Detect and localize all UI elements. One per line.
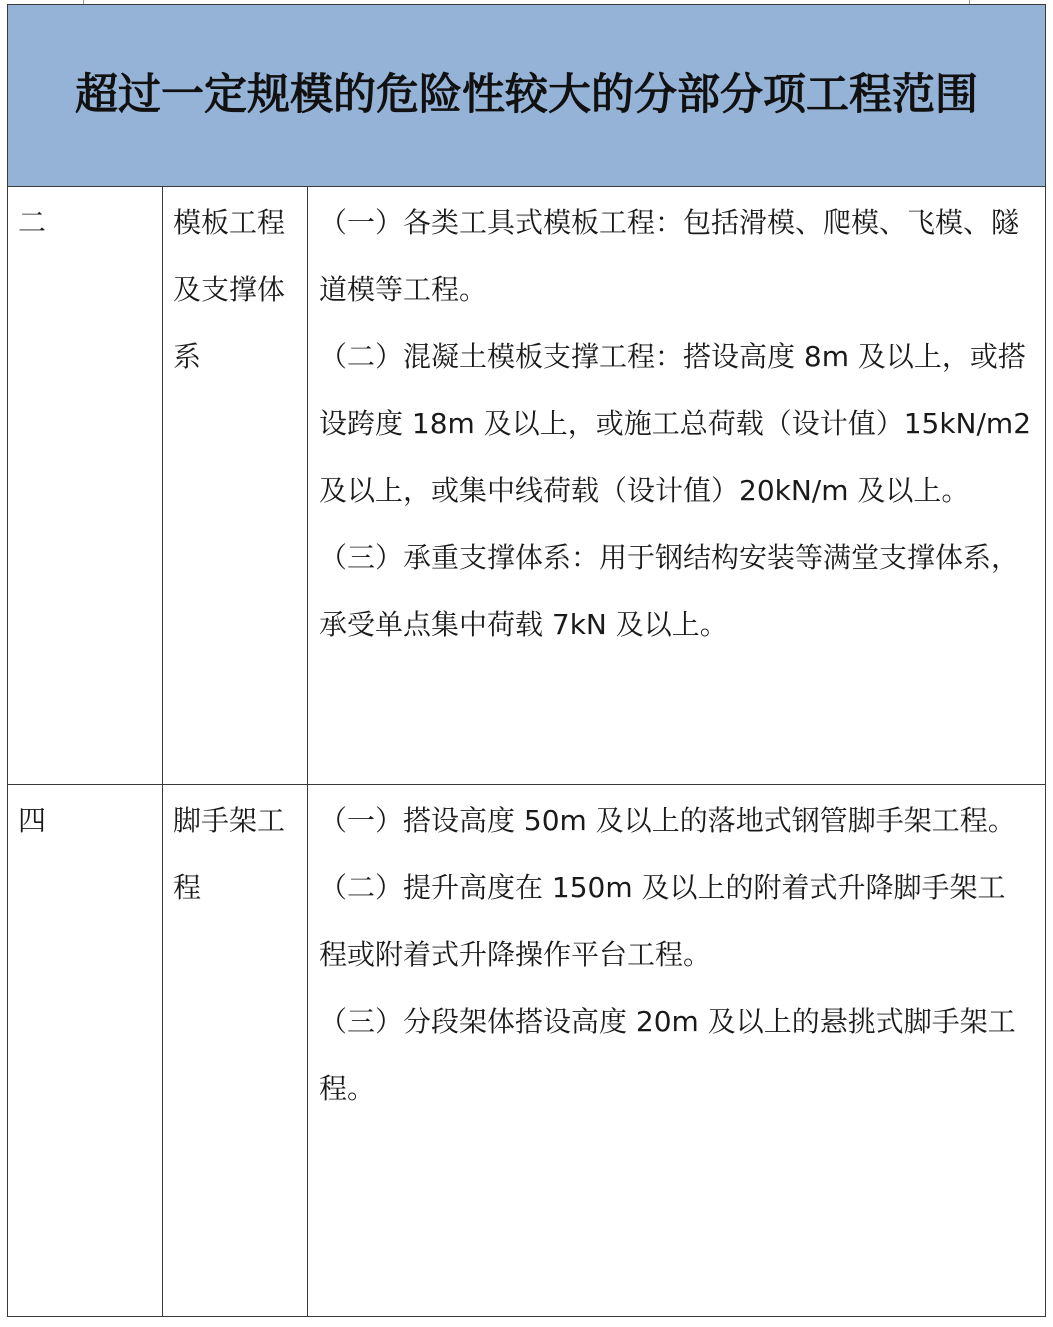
- row-number: 二: [18, 206, 47, 239]
- scope-item: （一）搭设高度 50m 及以上的落地式钢管脚手架工程。: [319, 804, 1016, 837]
- row-content-cell: [308, 785, 1046, 1317]
- table-row: [8, 785, 1046, 1317]
- scope-item: （二）提升高度在 150m 及以上的附着式升降脚手架工程或附着式升降操作平台工程。: [319, 871, 1006, 971]
- scope-item: （一）各类工具式模板工程：包括滑模、爬模、飞模、隧道模等工程。: [319, 206, 1020, 306]
- row-category: 脚手架工程: [173, 804, 286, 904]
- row-category-cell: [163, 785, 308, 1317]
- row-number-cell: [8, 187, 163, 785]
- header-cell: [8, 5, 1046, 187]
- scope-item: （三）分段架体搭设高度 20m 及以上的悬挑式脚手架工程。: [319, 1005, 1016, 1105]
- row-category-cell: [163, 187, 308, 785]
- row-content-cell: [308, 187, 1046, 785]
- scope-table: [7, 4, 1046, 1317]
- scope-item: （二）混凝土模板支撑工程：搭设高度 8m 及以上，或搭设跨度 18m 及以上，或施工总荷载（设计值）15kN/m2 及以上，或集中线荷载（设计值）20kN/m 及以上。: [319, 340, 1032, 507]
- row-category: 模板工程及支撑体系: [173, 206, 286, 373]
- row-number: 四: [18, 804, 47, 837]
- table-row: [8, 187, 1046, 785]
- scope-item: （三）承重支撑体系：用于钢结构安装等满堂支撑体系，承受单点集中荷载 7kN 及以上。: [319, 541, 1020, 641]
- header-row: [8, 5, 1046, 187]
- row-number-cell: [8, 785, 163, 1317]
- table-title: 超过一定规模的危险性较大的分部分项工程范围: [75, 70, 978, 120]
